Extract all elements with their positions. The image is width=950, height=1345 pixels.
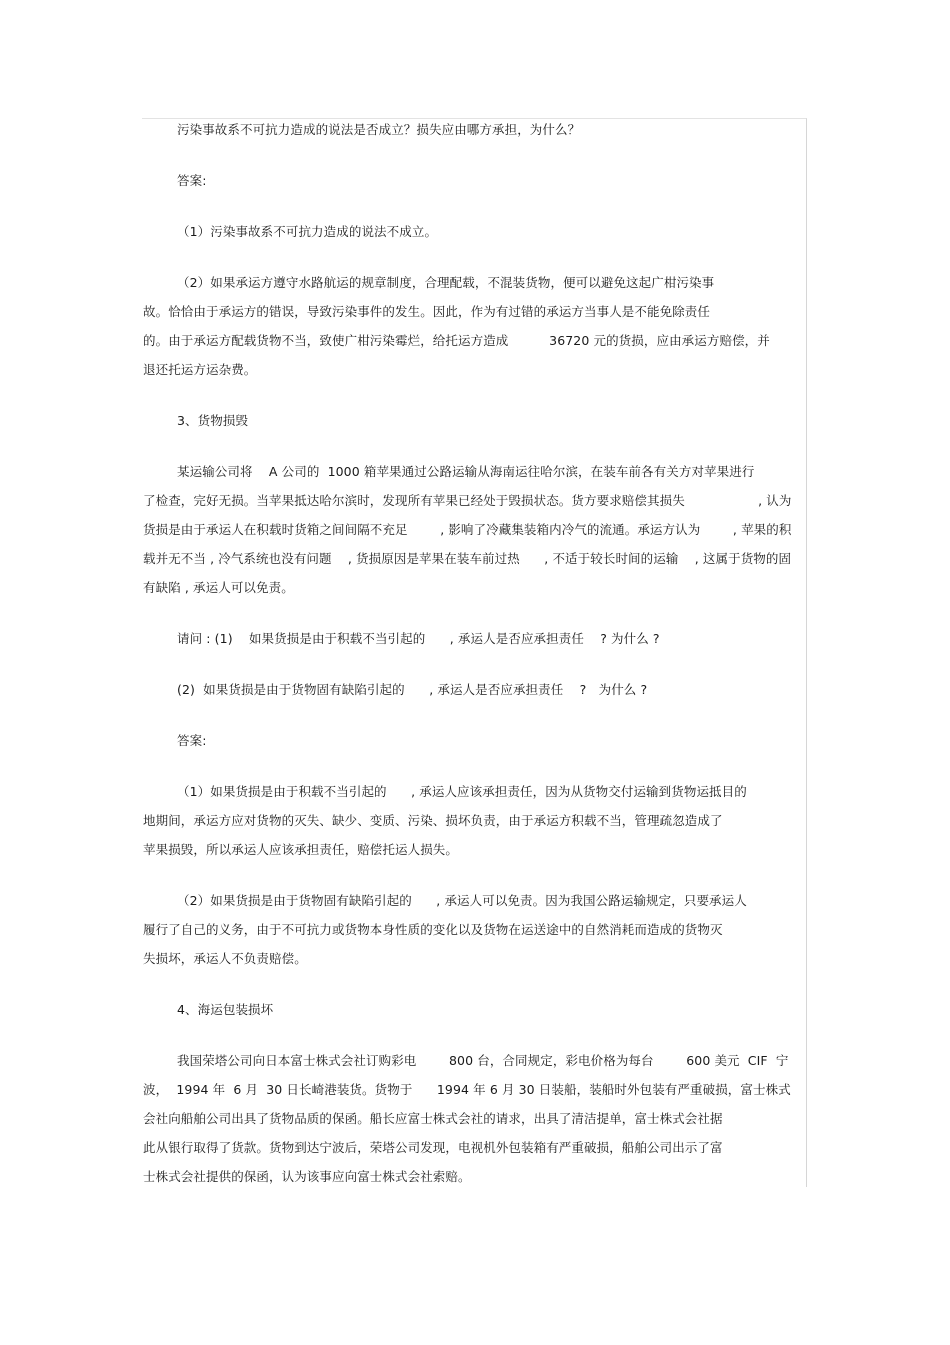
case-3-line-2: 了检查，完好无损。当苹果抵达哈尔滨时，发现所有苹果已经处于毁损状态。货方要求赔偿其损失 , 认为 — [143, 493, 792, 508]
answer-3-item-1-line-3: 苹果损毁，所以承运人应该承担责任，赔偿托运人损失。 — [143, 842, 459, 857]
section-heading-3: 3、货物损毁 — [177, 413, 249, 428]
question-line-1: 污染事故系不可抗力造成的说法是否成立？损失应由哪方承担，为什么？ — [177, 122, 581, 137]
answer-3-item-2-line-3: 失损坏，承运人不负责赔偿。 — [143, 951, 307, 966]
answer-3-item-1-line-1: （1）如果货损是由于积载不当引起的 , 承运人应该承担责任，因为从货物交付运输到货物运抵目的 — [177, 784, 747, 799]
answer-1-item-2-line-2: 故。恰恰由于承运方的错误，导致污染事件的发生。因此，作为有过错的承运方当事人是不能免除责任 — [143, 304, 711, 319]
section-heading-4: 4、海运包装损坏 — [177, 1002, 274, 1017]
answer-3-item-1-line-2: 地期间，承运方应对货物的灭失、缺少、变质、污染、损坏负责，由于承运方积载不当，管理疏忽造成了 — [143, 813, 723, 828]
case-3-line-4: 载并无不当 , 冷气系统也没有问题 , 货损原因是苹果在装车前过热 , 不适于较长时间的运输 , 这属于货物的固 — [143, 551, 792, 566]
answer-3-item-2-line-2: 履行了自己的义务，由于不可抗力或货物本身性质的变化以及货物在运送途中的自然消耗而造成的货物灭 — [143, 922, 723, 937]
answer-1-item-2-line-1: （2）如果承运方遵守水路航运的规章制度，合理配载，不混装货物，便可以避免这起广柑污染事 — [177, 275, 715, 290]
answer-heading-1: 答案: — [177, 173, 207, 188]
answer-3-item-2-line-1: （2）如果货损是由于货物固有缺陷引起的 , 承运人可以免责。因为我国公路运输规定，只要承运人 — [177, 893, 747, 908]
case-4-line-3: 会社向船舶公司出具了货物品质的保函。船长应富士株式会社的请求，出具了清洁提单，富士株式会社据 — [143, 1111, 723, 1126]
case-4-line-5: 士株式会社提供的保函，认为该事应向富士株式会社索赔。 — [143, 1169, 471, 1184]
case-3-line-1: 某运输公司将 A 公司的 1000 箱苹果通过公路运输从海南运往哈尔滨，在装车前各有关方对苹果进行 — [177, 464, 755, 479]
case-4-line-4: 此从银行取得了货款。货物到达宁波后，荣塔公司发现，电视机外包装箱有严重破损，船舶公司出示了富 — [143, 1140, 723, 1155]
case-3-line-5: 有缺陷 , 承运人可以免责。 — [143, 580, 294, 595]
answer-1-item-1: （1）污染事故系不可抗力造成的说法不成立。 — [177, 224, 438, 239]
case-3-question-1: 请问 : (1) 如果货损是由于积载不当引起的 , 承运人是否应承担责任 ? 为什么 ? — [177, 631, 660, 646]
answer-1-item-2-line-4: 退还托运方运杂费。 — [143, 362, 257, 377]
case-3-line-3: 货损是由于承运人在积载时货箱之间间隔不充足 , 影响了冷藏集装箱内冷气的流通。承运方认为 , 苹果的积 — [143, 522, 792, 537]
case-3-question-2: (2) 如果货损是由于货物固有缺陷引起的 , 承运人是否应承担责任 ? 为什么 ? — [177, 682, 648, 697]
answer-heading-2: 答案: — [177, 733, 207, 748]
case-4-line-1: 我国荣塔公司向日本富士株式会社订购彩电 800 台，合同规定，彩电价格为每台 600 美元 CIF 宁 — [177, 1053, 789, 1068]
case-4-line-2: 波， 1994 年 6 月 30 日长崎港装货。货物于 1994 年 6 月 30 日装船，装船时外包装有严重破损，富士株式 — [143, 1082, 791, 1097]
answer-1-item-2-line-3: 的。由于承运方配载货物不当，致使广柑污染霉烂，给托运方造成 36720 元的货损，应由承运方赔偿，并 — [143, 333, 770, 348]
